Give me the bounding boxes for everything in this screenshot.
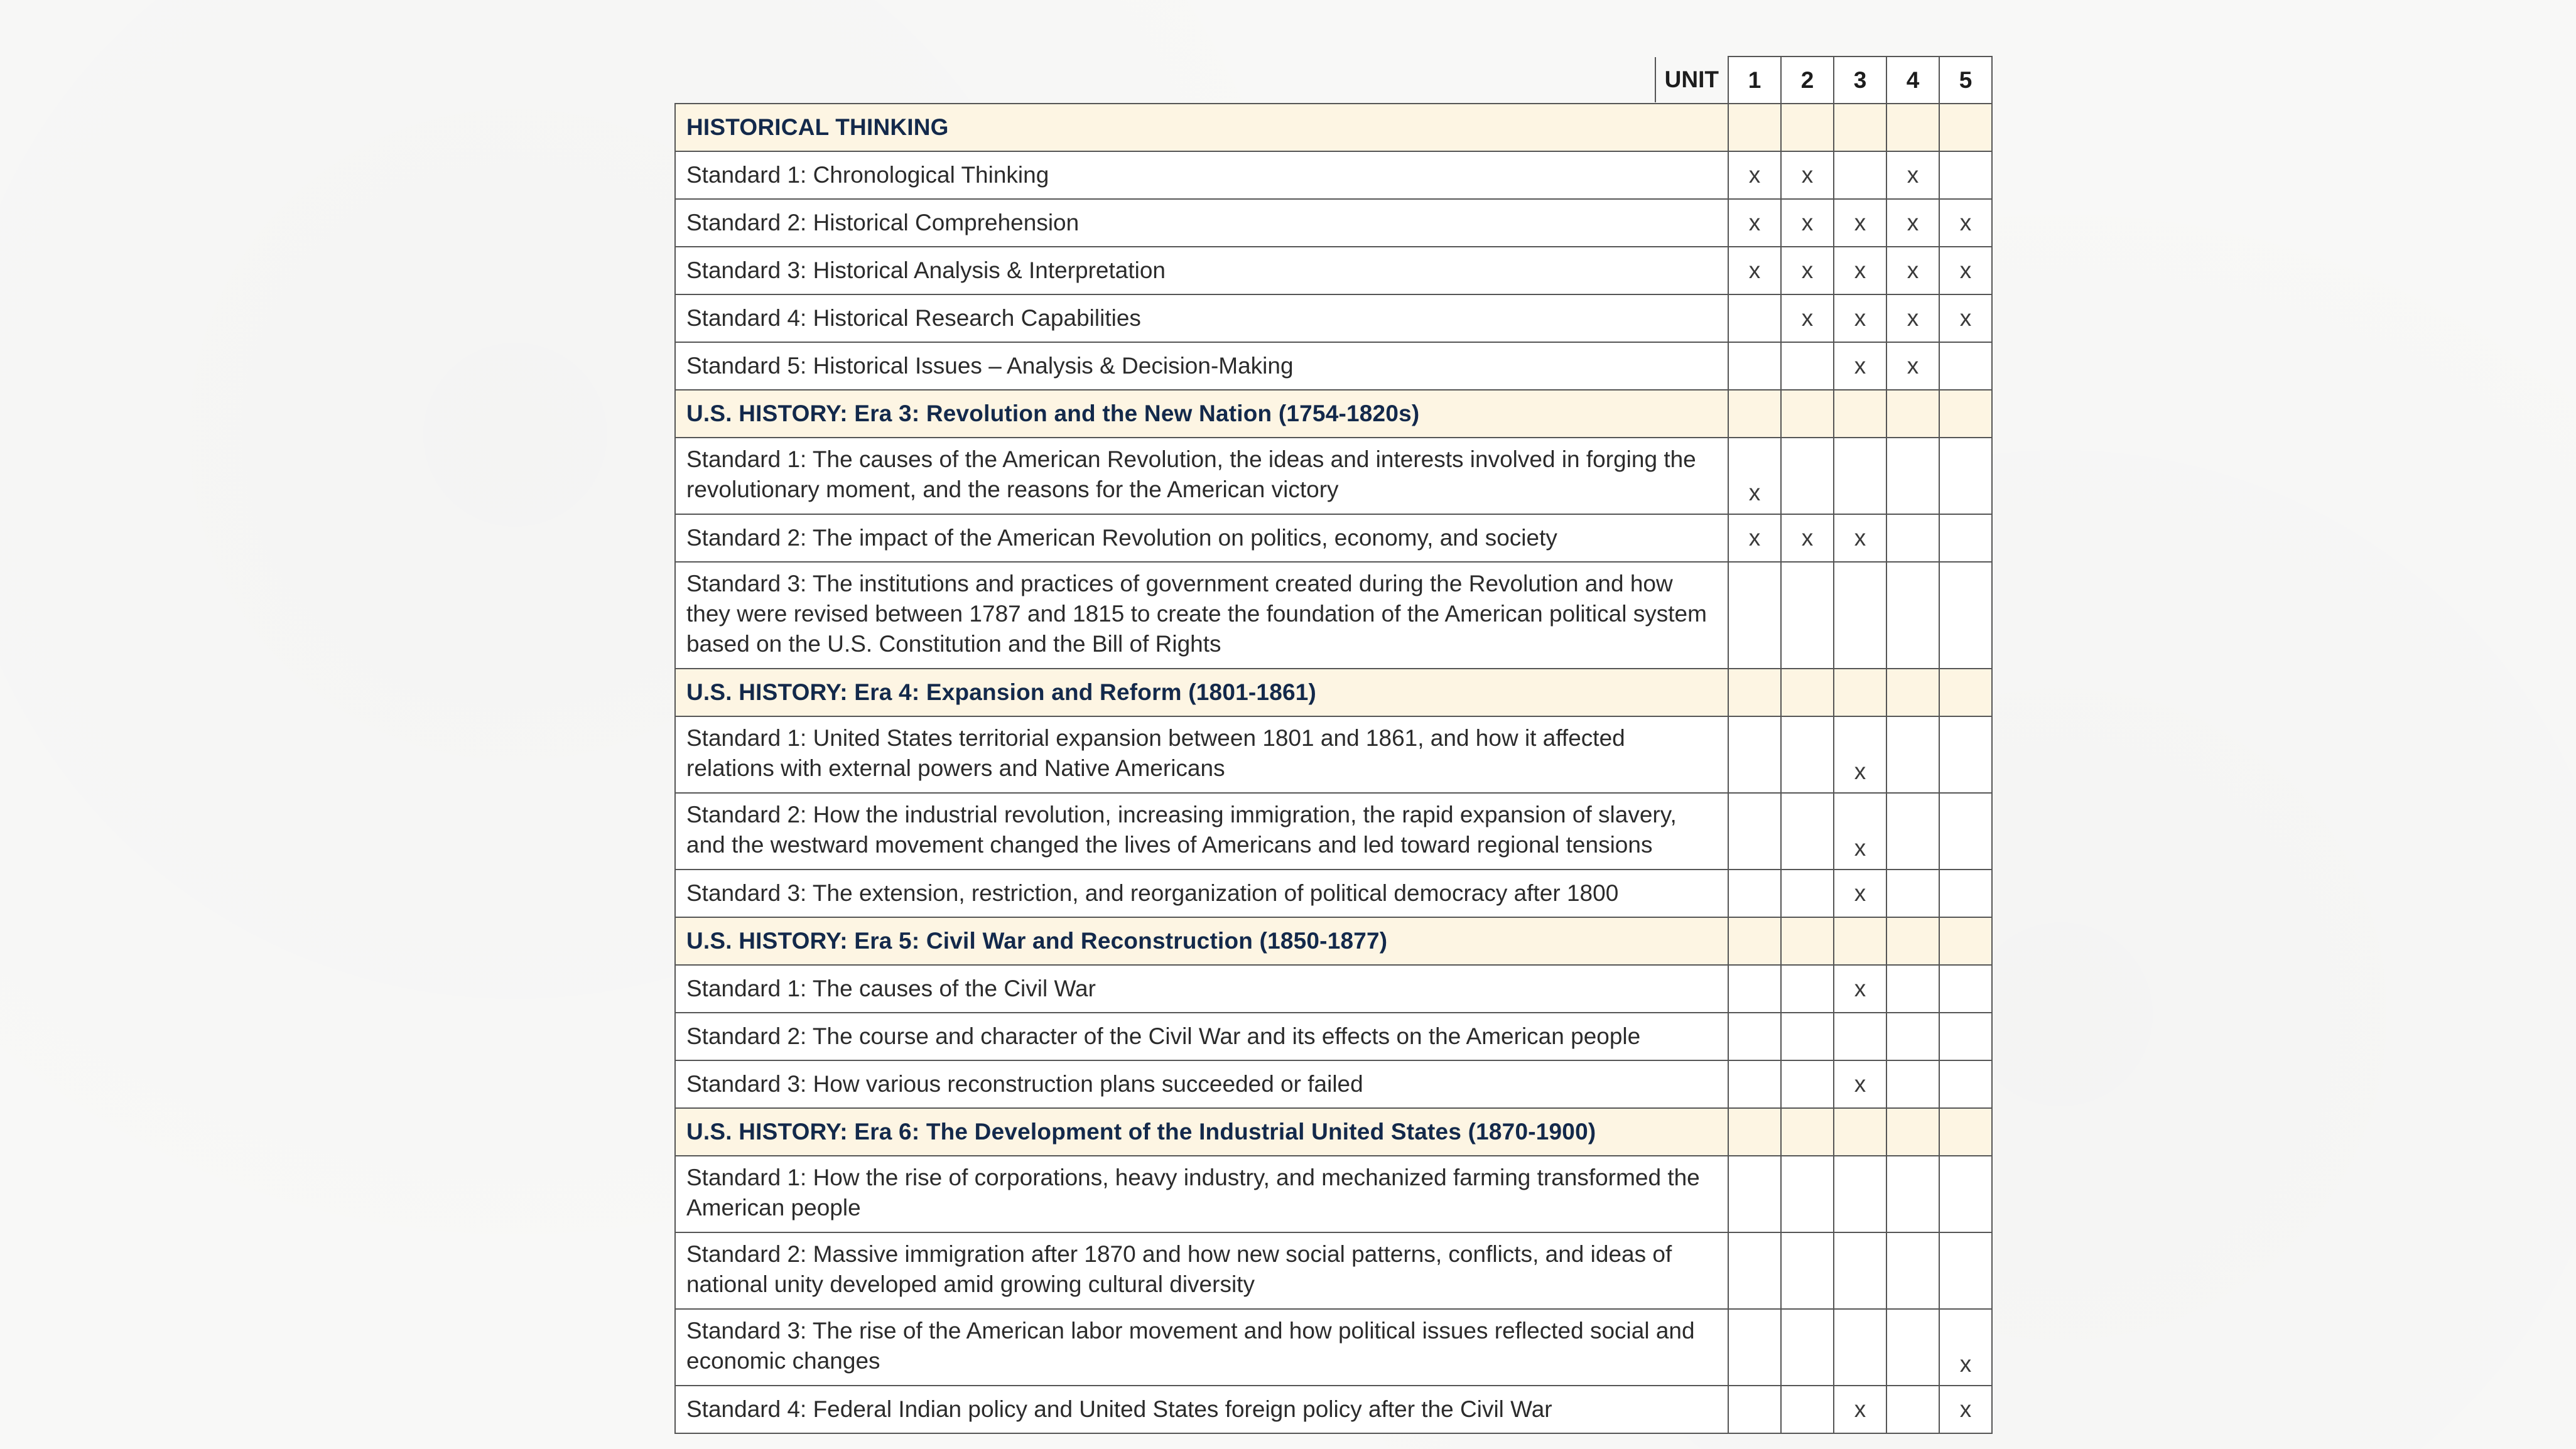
unit-3-mark: x xyxy=(1834,514,1886,562)
unit-2-mark: x xyxy=(1781,514,1834,562)
unit-1-mark xyxy=(1728,793,1781,870)
standard-label: Standard 3: The institutions and practices of government created during the Revolution and how they were revised between 1787 and 1815 to create the foundation of the American political system based on the U.S. Constitution and the Bill of Rights xyxy=(675,562,1728,669)
unit-2-header: 2 xyxy=(1781,57,1834,104)
section-unit-cell xyxy=(1939,1108,1992,1156)
unit-4-mark: x xyxy=(1886,199,1939,247)
unit-1-mark xyxy=(1728,1309,1781,1386)
unit-5-mark xyxy=(1939,1013,1992,1060)
section-unit-cell xyxy=(1939,104,1992,151)
unit-1-mark xyxy=(1728,342,1781,390)
unit-5-mark: x xyxy=(1939,1309,1992,1386)
section-unit-cell xyxy=(1939,917,1992,965)
standard-row xyxy=(675,965,1992,1013)
unit-4-mark: x xyxy=(1886,151,1939,199)
unit-1-mark xyxy=(1728,294,1781,342)
standard-row xyxy=(675,1386,1992,1433)
section-unit-cell xyxy=(1886,104,1939,151)
section-header-row xyxy=(675,104,1992,151)
unit-3-mark xyxy=(1834,1309,1886,1386)
unit-1-mark xyxy=(1728,716,1781,793)
standard-row xyxy=(675,562,1992,669)
standard-label: Standard 2: How the industrial revolution, increasing immigration, the rapid expansion of slavery, and the westward movement changed the lives of Americans and led toward regional tensions xyxy=(675,793,1728,870)
unit-3-mark xyxy=(1834,151,1886,199)
unit-4-mark xyxy=(1886,1386,1939,1433)
section-unit-cell xyxy=(1886,1108,1939,1156)
unit-1-mark: x xyxy=(1728,199,1781,247)
section-header-row xyxy=(675,669,1992,716)
standard-row xyxy=(675,514,1992,562)
unit-1-mark: x xyxy=(1728,247,1781,294)
standard-label: Standard 2: The course and character of the Civil War and its effects on the American people xyxy=(675,1013,1728,1060)
standard-row xyxy=(675,716,1992,793)
section-unit-cell xyxy=(1728,917,1781,965)
unit-3-mark: x xyxy=(1834,1060,1886,1108)
unit-1-mark xyxy=(1728,870,1781,917)
unit-4-mark xyxy=(1886,1309,1939,1386)
standards-table xyxy=(674,56,1993,1434)
unit-1-header: 1 xyxy=(1728,57,1781,104)
unit-3-mark xyxy=(1834,1156,1886,1232)
standard-label: Standard 2: Massive immigration after 1870 and how new social patterns, conflicts, and ideas of national unity developed amid growing cultural diversity xyxy=(675,1232,1728,1309)
unit-3-mark: x xyxy=(1834,1386,1886,1433)
section-unit-cell xyxy=(1728,1108,1781,1156)
unit-3-mark xyxy=(1834,1232,1886,1309)
unit-2-mark xyxy=(1781,1156,1834,1232)
unit-2-mark: x xyxy=(1781,247,1834,294)
unit-1-mark: x xyxy=(1728,438,1781,514)
unit-5-mark xyxy=(1939,793,1992,870)
standard-label: Standard 1: United States territorial expansion between 1801 and 1861, and how it affected relations with external powers and Native Americans xyxy=(675,716,1728,793)
standard-row xyxy=(675,1232,1992,1309)
section-unit-cell xyxy=(1728,669,1781,716)
standard-label: Standard 2: Historical Comprehension xyxy=(675,199,1728,247)
section-unit-cell xyxy=(1781,390,1834,438)
section-unit-cell xyxy=(1834,104,1886,151)
section-unit-cell xyxy=(1834,1108,1886,1156)
unit-5-mark xyxy=(1939,716,1992,793)
section-title: U.S. HISTORY: Era 6: The Development of the Industrial United States (1870-1900) xyxy=(675,1108,1728,1156)
unit-3-mark xyxy=(1834,438,1886,514)
unit-4-mark xyxy=(1886,870,1939,917)
unit-4-mark xyxy=(1886,1060,1939,1108)
unit-5-mark xyxy=(1939,514,1992,562)
standard-row xyxy=(675,438,1992,514)
standard-label: Standard 1: How the rise of corporations, heavy industry, and mechanized farming transformed the American people xyxy=(675,1156,1728,1232)
unit-5-mark xyxy=(1939,870,1992,917)
unit-1-mark xyxy=(1728,1013,1781,1060)
unit-4-mark xyxy=(1886,1013,1939,1060)
standard-label: Standard 2: The impact of the American Revolution on politics, economy, and society xyxy=(675,514,1728,562)
unit-3-mark: x xyxy=(1834,965,1886,1013)
unit-1-mark xyxy=(1728,1156,1781,1232)
unit-1-mark xyxy=(1728,965,1781,1013)
standard-row xyxy=(675,793,1992,870)
standard-label: Standard 5: Historical Issues – Analysis & Decision-Making xyxy=(675,342,1728,390)
unit-4-mark xyxy=(1886,716,1939,793)
standard-label: Standard 1: The causes of the Civil War xyxy=(675,965,1728,1013)
unit-5-mark xyxy=(1939,1156,1992,1232)
standard-row xyxy=(675,1309,1992,1386)
unit-4-mark: x xyxy=(1886,247,1939,294)
unit-5-mark xyxy=(1939,965,1992,1013)
unit-1-mark xyxy=(1728,1060,1781,1108)
standard-row xyxy=(675,342,1992,390)
section-unit-cell xyxy=(1728,390,1781,438)
unit-2-mark xyxy=(1781,793,1834,870)
unit-5-mark xyxy=(1939,342,1992,390)
unit-3-mark: x xyxy=(1834,793,1886,870)
unit-4-header: 4 xyxy=(1886,57,1939,104)
unit-4-mark xyxy=(1886,514,1939,562)
unit-3-mark: x xyxy=(1834,716,1886,793)
unit-5-mark: x xyxy=(1939,294,1992,342)
standard-label: Standard 1: The causes of the American Revolution, the ideas and interests involved in forging the revolutionary moment, and the reasons for the American victory xyxy=(675,438,1728,514)
unit-4-mark xyxy=(1886,965,1939,1013)
unit-1-mark: x xyxy=(1728,151,1781,199)
standard-label: Standard 4: Historical Research Capabilities xyxy=(675,294,1728,342)
unit-header-row xyxy=(675,57,1992,104)
unit-5-mark: x xyxy=(1939,247,1992,294)
standard-row xyxy=(675,294,1992,342)
unit-2-mark xyxy=(1781,1232,1834,1309)
standard-row xyxy=(675,199,1992,247)
section-unit-cell xyxy=(1939,390,1992,438)
standard-label: Standard 3: How various reconstruction plans succeeded or failed xyxy=(675,1060,1728,1108)
unit-5-mark xyxy=(1939,438,1992,514)
section-title: U.S. HISTORY: Era 3: Revolution and the New Nation (1754-1820s) xyxy=(675,390,1728,438)
unit-2-mark xyxy=(1781,1309,1834,1386)
standard-row xyxy=(675,151,1992,199)
unit-3-mark xyxy=(1834,1013,1886,1060)
unit-3-mark: x xyxy=(1834,294,1886,342)
unit-4-mark: x xyxy=(1886,342,1939,390)
unit-4-mark: x xyxy=(1886,294,1939,342)
unit-4-mark xyxy=(1886,438,1939,514)
standards-table-container xyxy=(674,56,1992,1434)
unit-1-mark: x xyxy=(1728,514,1781,562)
section-unit-cell xyxy=(1939,669,1992,716)
unit-2-mark xyxy=(1781,1060,1834,1108)
unit-5-mark xyxy=(1939,151,1992,199)
standard-label: Standard 4: Federal Indian policy and United States foreign policy after the Civil War xyxy=(675,1386,1728,1433)
unit-5-mark: x xyxy=(1939,1386,1992,1433)
section-unit-cell xyxy=(1781,917,1834,965)
unit-5-mark xyxy=(1939,562,1992,669)
standard-row xyxy=(675,1013,1992,1060)
unit-2-mark xyxy=(1781,1386,1834,1433)
unit-2-mark xyxy=(1781,342,1834,390)
unit-2-mark xyxy=(1781,438,1834,514)
unit-3-header: 3 xyxy=(1834,57,1886,104)
standard-label: Standard 3: The rise of the American labor movement and how political issues reflected social and economic changes xyxy=(675,1309,1728,1386)
section-unit-cell xyxy=(1834,917,1886,965)
section-unit-cell xyxy=(1781,1108,1834,1156)
standard-label: Standard 1: Chronological Thinking xyxy=(675,151,1728,199)
unit-4-mark xyxy=(1886,1232,1939,1309)
unit-3-mark: x xyxy=(1834,870,1886,917)
unit-3-mark: x xyxy=(1834,199,1886,247)
standard-row xyxy=(675,1060,1992,1108)
unit-5-mark xyxy=(1939,1232,1992,1309)
unit-2-mark xyxy=(1781,1013,1834,1060)
unit-3-mark xyxy=(1834,562,1886,669)
section-unit-cell xyxy=(1886,917,1939,965)
section-unit-cell xyxy=(1886,669,1939,716)
unit-1-mark xyxy=(1728,1232,1781,1309)
standard-row xyxy=(675,247,1992,294)
unit-2-mark xyxy=(1781,562,1834,669)
unit-2-mark: x xyxy=(1781,151,1834,199)
section-unit-cell xyxy=(1834,669,1886,716)
section-unit-cell xyxy=(1728,104,1781,151)
unit-3-mark: x xyxy=(1834,247,1886,294)
standard-row xyxy=(675,1156,1992,1232)
unit-4-mark xyxy=(1886,1156,1939,1232)
unit-2-mark xyxy=(1781,965,1834,1013)
section-header-row xyxy=(675,1108,1992,1156)
unit-5-header: 5 xyxy=(1939,57,1992,104)
section-header-row xyxy=(675,917,1992,965)
unit-1-mark xyxy=(1728,562,1781,669)
section-unit-cell xyxy=(1834,390,1886,438)
standard-label: Standard 3: Historical Analysis & Interpretation xyxy=(675,247,1728,294)
section-header-row xyxy=(675,390,1992,438)
section-unit-cell xyxy=(1886,390,1939,438)
unit-4-mark xyxy=(1886,562,1939,669)
unit-header-label-cell xyxy=(675,57,1728,104)
unit-2-mark: x xyxy=(1781,199,1834,247)
unit-2-mark: x xyxy=(1781,294,1834,342)
section-title: HISTORICAL THINKING xyxy=(675,104,1728,151)
section-title: U.S. HISTORY: Era 5: Civil War and Reconstruction (1850-1877) xyxy=(675,917,1728,965)
section-unit-cell xyxy=(1781,104,1834,151)
unit-4-mark xyxy=(1886,793,1939,870)
unit-2-mark xyxy=(1781,716,1834,793)
unit-3-mark: x xyxy=(1834,342,1886,390)
unit-5-mark xyxy=(1939,1060,1992,1108)
unit-5-mark: x xyxy=(1939,199,1992,247)
section-title: U.S. HISTORY: Era 4: Expansion and Reform (1801-1861) xyxy=(675,669,1728,716)
standard-label: Standard 3: The extension, restriction, and reorganization of political democracy after 1800 xyxy=(675,870,1728,917)
unit-2-mark xyxy=(1781,870,1834,917)
standard-row xyxy=(675,870,1992,917)
standards-table-body xyxy=(675,104,1992,1433)
unit-1-mark xyxy=(1728,1386,1781,1433)
unit-header-label: UNIT xyxy=(1655,57,1728,102)
section-unit-cell xyxy=(1781,669,1834,716)
